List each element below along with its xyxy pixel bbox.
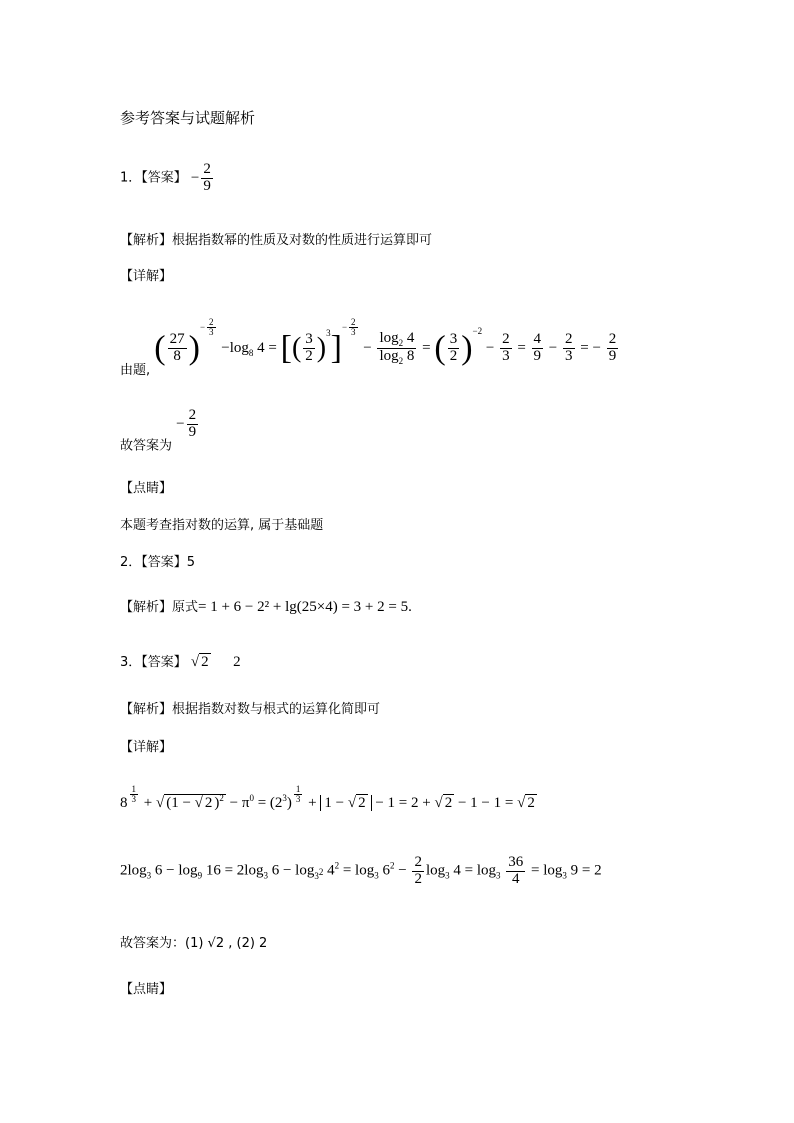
q3-detail-heading: 【详解】	[120, 740, 173, 755]
q1-conclusion	[120, 408, 200, 454]
q1-analysis: 【解析】根据指数幂的性质及对数的性质进行运算即可	[120, 233, 433, 248]
q1-comment: 本题考查指对数的运算, 属于基础题	[120, 518, 324, 533]
q1-solution-prefix: 由题,	[120, 363, 151, 378]
q1-conclusion-math: − $\frac{2}{9}$	[176, 407, 197, 440]
q1-comment-heading: 【点睛】	[120, 481, 173, 496]
q3-answer-label: 3．【答案】	[120, 655, 187, 670]
q1-solution-math: ( $\frac{27}{8}$ )$^{- \frac{2}{3}}$ $-\log_8$ 4 = [( $\frac{3}{2}$ )$^3$]$^{- \frac{2}{3}}$ − $\frac{\log_2 4}{\log_2 8}$ = ( $\frac{3}{2}$ )$^{-2}$ − $\frac{2}{3}$ = $\frac{4}{9}$ − $\frac{2}{3}$ = − $\frac{2}{9}$	[154, 317, 617, 367]
q3-comment-heading: 【点睛】	[120, 982, 173, 997]
q2-analysis-prefix: 【解析】原式	[120, 600, 199, 615]
q3-equation-2: $2\log_3$ $6 - \log_9 16 = 2\log_3$ $6 - \log_{3^2} 4^2 = \log_3 6^2$ − $\frac{2}{2}$ $\log_3 4 = \log_3$ $\frac{36}{4}$ = $\log_3 9 = 2$	[120, 854, 602, 887]
q3-answer-math: √ 2 2	[190, 654, 241, 670]
page-title: 参考答案与试题解析	[120, 109, 256, 127]
q2-analysis-math: = 1 + 6 − 2² + lg(25×4) = 3 + 2 = 5.	[198, 599, 412, 615]
q3-equation-1: 8 $^{\frac{1}{3}}$ + √ (1 − √ 2 )$^2 - \pi^0 = (2^3)$ $^{\frac{1}{3}}$ + 1 − √ 2 − 1 = 2 + √ 2 − 1 − 1 = √ 2	[120, 784, 535, 811]
q1-answer	[120, 162, 215, 195]
q1-answer-math: − $\frac{2}{9}$	[190, 161, 211, 194]
q3-analysis: 【解析】根据指数对数与根式的运算化简即可	[120, 702, 381, 717]
q1-solution	[120, 318, 620, 378]
q3-answer	[120, 651, 241, 671]
q2-analysis	[120, 596, 412, 616]
q1-conclusion-text: 故答案为	[120, 438, 173, 454]
q2-answer: 2．【答案】5	[120, 555, 196, 570]
q3-conclusion: 故答案为：(1) √2 , (2) 2	[120, 936, 268, 951]
q1-answer-label: 1．【答案】	[120, 170, 187, 186]
q1-detail-heading: 【详解】	[120, 269, 173, 284]
